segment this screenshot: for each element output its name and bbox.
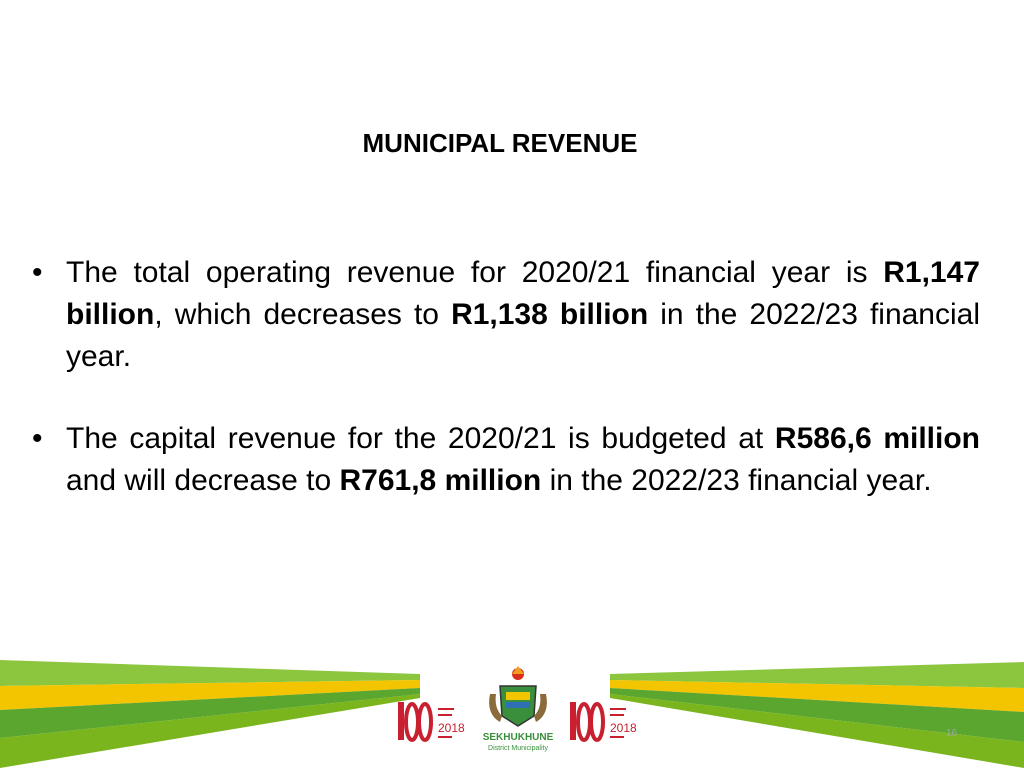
bullet-text-middle: , which decreases to — [154, 298, 452, 331]
bullet-text-middle: and will decrease to — [66, 464, 340, 497]
logo-subtitle: District Municipality — [488, 745, 548, 752]
logo-name: SEKHUKHUNE — [482, 732, 554, 743]
bullet-dot-icon: • — [32, 256, 43, 289]
bullet-item-operating-revenue — [30, 252, 980, 378]
bullet-amount-1: R586,6 million — [774, 422, 980, 455]
centenary-logo-right — [570, 702, 637, 740]
bullet-item-capital-revenue — [30, 418, 980, 502]
bullet-text-before: The capital revenue for the 2020/21 is budgeted at — [66, 422, 775, 455]
sekhukhune-logo — [483, 666, 554, 752]
bullet-text-before: The total operating revenue for 2020/21 financial year is — [66, 256, 884, 289]
bullet-amount-2: R1,138 billion — [451, 298, 649, 331]
bullet-list — [30, 252, 980, 542]
centenary-year-left: 2018 — [438, 721, 465, 735]
right-swoosh-decoration — [610, 662, 1024, 768]
bullet-amount-2: R761,8 million — [339, 464, 542, 497]
centenary-year-right: 2018 — [610, 721, 637, 735]
bullet-amount-1: R1,147 billion — [66, 256, 980, 331]
slide-title: MUNICIPAL REVENUE — [362, 128, 638, 158]
left-swoosh-decoration — [0, 660, 420, 768]
page-number: 16 — [946, 728, 958, 739]
footer-banner — [0, 650, 1024, 768]
bullet-dot-icon: • — [32, 422, 43, 455]
bullet-text-after: in the 2022/23 financial year. — [66, 298, 981, 373]
bullet-text-after: in the 2022/23 financial year. — [541, 464, 932, 497]
centenary-logo-left — [398, 702, 465, 740]
